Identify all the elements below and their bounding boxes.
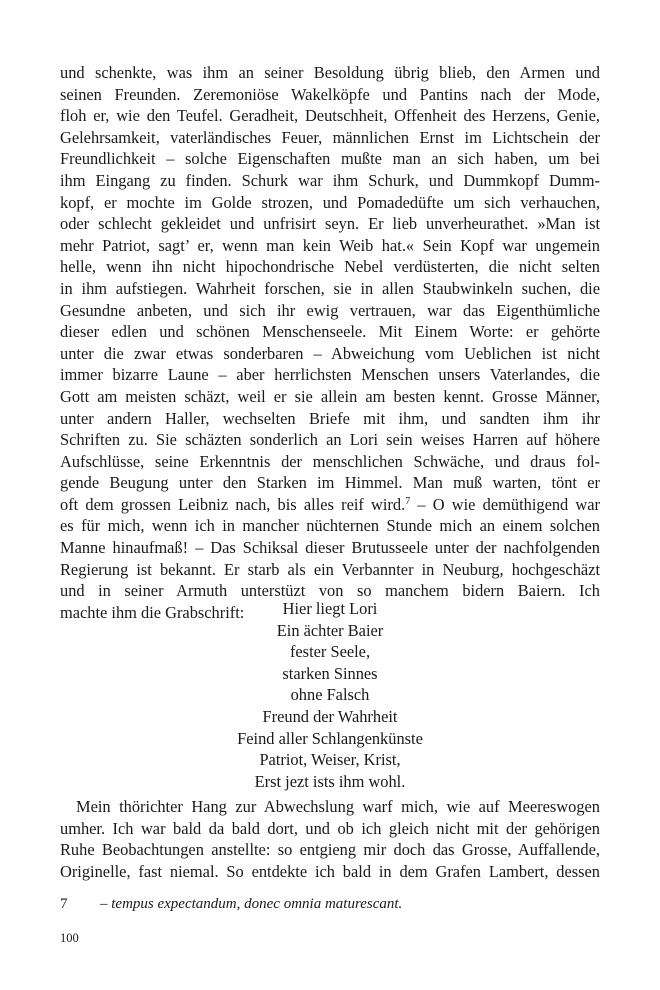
poem-line: Patriot, Weiser, Krist, [259, 750, 401, 770]
text-line: oder schlecht gekleidet und unfrisirt seyn. Er lieb unverheurathet. »Man ist [60, 214, 600, 234]
poem-line: fester Seele, [289, 642, 371, 662]
text-line: floh er, wie den Teufel. Geradheit, Deutschheit, Offenheit des Herzens, Genie, [60, 106, 600, 126]
text-line: gende Beugung unter den Starken im Himmel. Man muß warten, tönt er [60, 473, 600, 493]
text-line: immer bizarre Laune – aber herrlichsten Menschen unsers Vaterlandes, die [60, 365, 600, 385]
text-line: umher. Ich war bald da bald dort, und ob ich gleich nicht mit der gehörigen [60, 818, 600, 838]
text-line: Freundlichkeit – solche Eigenschaften mußte man an sich haben, um bei [60, 149, 600, 169]
text-line: Manne hinaufmaß! – Das Schiksal dieser Brutusseele unter der nachfolgenden [60, 538, 600, 558]
poem-line: Freund der Wahrheit [262, 706, 398, 726]
text-line: seinen Freunden. Zeremoniöse Wakelköpfe und Pantins nach der Mode, [60, 84, 600, 104]
text-line-with-note [60, 494, 600, 516]
paragraph-lambert [60, 796, 600, 882]
text-line: Mein thörichter Hang zur Abwechslung warf mich, wie auf Meereswogen [76, 797, 600, 816]
poem-line: ohne Falsch [290, 685, 370, 705]
text-line: Gesundne anbeten, und sich ihr ewig vertrauen, war das Eigenthümliche [60, 300, 600, 320]
text-line: und in seiner Armuth unterstüzt von so manchem bidern Baiern. Ich [60, 581, 600, 601]
footnote-reference[interactable]: 7 [405, 495, 411, 507]
text-line: in ihm aufstiegen. Wahrheit forschen, sie in allen Staubwinkeln suchen, die [60, 278, 600, 298]
epitaph-poem [60, 598, 600, 792]
poem-line: starken Sinnes [282, 663, 378, 683]
text-line: ihm Eingang zu finden. Schurk war ihm Schurk, und Dummkopf Dumm- [60, 170, 600, 190]
text-line: Aufschlüsse, seine Erkenntnis der menschlichen Schwäche, und draus fol- [60, 451, 600, 471]
text-segment: oft dem grossen Leibniz nach, bis alles reif wird. [60, 494, 406, 514]
text-line: und schenkte, was ihm an seiner Besoldung übrig blieb, den Armen und [60, 63, 600, 82]
text-segment: – O wie demüthigend war [410, 494, 600, 514]
paragraph-lori-portrait [60, 62, 600, 623]
text-line: Ruhe Beobachtungen anstellte: so entgieng mir doch das Grosse, Auffallende, [60, 840, 600, 860]
footnote-text: – tempus expectandum, donec omnia maturescant. [100, 896, 403, 912]
text-line: Schriften zu. Sie schäzten sonderlich an Lori sein weises Harren auf höhere [60, 430, 600, 450]
text-line: unter die zwar etwas sonderbaren – Abweichung vom Ueblichen ist nicht [60, 343, 600, 363]
text-line: machte ihm die Grabschrift: [60, 602, 245, 622]
text-line: helle, wenn ihn nicht hipochondrische Nebel verdüsterten, die nicht selten [60, 257, 600, 277]
poem-line: Erst jezt ists ihm wohl. [254, 771, 406, 791]
text-line: unter andern Haller, wechselten Briefe mit ihm, und sandten ihm ihr [60, 408, 600, 428]
text-line: dieser edlen und schönen Menschenseele. Mit Einem Worte: er gehörte [60, 322, 600, 342]
text-line: Originelle, fast niemal. So entdekte ich bald in dem Grafen Lambert, dessen [60, 861, 600, 881]
poem-line: Ein ächter Baier [276, 620, 384, 640]
text-line: Regierung ist bekannt. Er starb als ein Verbannter in Neuburg, hochgeschäzt [60, 559, 600, 579]
poem-line: Feind aller Schlangenkünste [237, 728, 423, 748]
footnote-number: 7 [60, 896, 68, 912]
text-line: es für mich, wenn ich in mancher nüchternen Stunde mich an einem solchen [60, 516, 600, 536]
text-line: mehr Patriot, sagt’ er, wenn man kein Weib hat.« Sein Kopf war ungemein [60, 235, 600, 255]
text-line: Gott am meisten schäzt, weil er sie allein am besten kennt. Grosse Männer, [60, 386, 600, 406]
text-line: Gelehrsamkeit, vaterländisches Feuer, männlichen Ernst im Lichtschein der [60, 127, 600, 147]
page-number: 100 [60, 931, 79, 945]
text-line: kopf, er mochte im Golde strozen, und Pomadedüfte um sich verhauchen, [60, 192, 600, 212]
poem-line: Hier liegt Lori [282, 599, 378, 618]
